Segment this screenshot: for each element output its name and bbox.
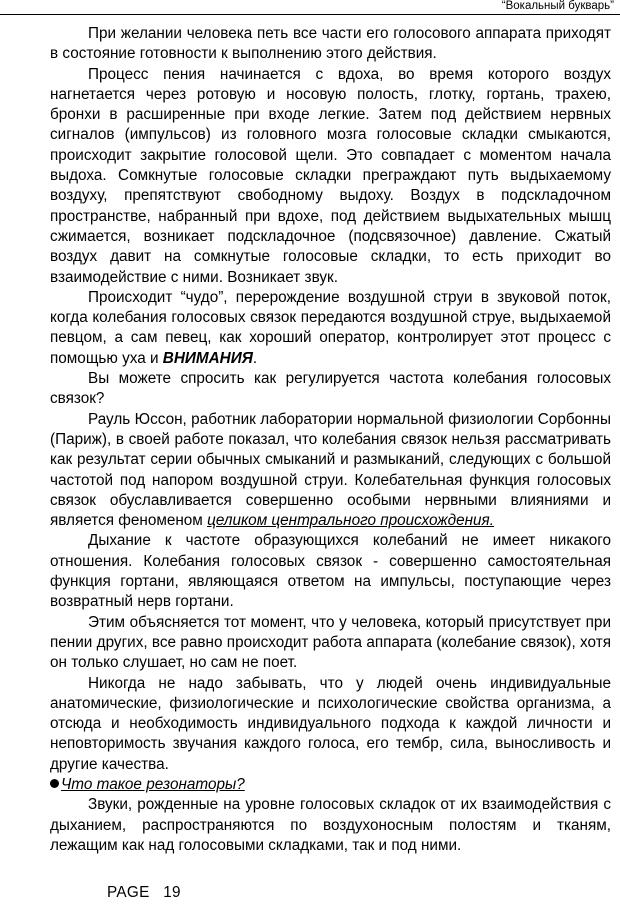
paragraph-3-text: Происходит “чудо”, перерождение воздушной струи в звуковой поток, когда колебания голосовых связок передаются воздушной струе, выдыхаемой певцом, а сам певец, как хороший оператор, контролирует этот процесс с помощью уха и: [50, 288, 611, 367]
paragraph-8: Никогда не надо забывать, что у людей очень индивидуальные анатомические, физиологические и психологические свойства организма, а отсюда и необходимость индивидуального подхода к каждой личности и неповторимость звучания каждого голоса, его тембр, сила, выносливость и другие качества.: [50, 674, 611, 773]
paragraph-9: Звуки, рожденные на уровне голосовых складок от их взаимодействия с дыханием, распространяются по воздухоносным полостям и тканям, лежащим как над голосовыми складками, так и под ними.: [50, 796, 611, 854]
paragraph-2: Процесс пения начинается с вдоха, во время которого воздух нагнетается через ротовую и носовую полость, глотку, гортань, трахею, бронхи в расширенные при входе легкие. Затем под действием нервных сигналов (импульсов) из головного мозга голосовые складки смыкаются, происходит закрытие голосовой щели. Это совпадает с моментом начала выдоха. Сомкнутые голосовые складки преграждают путь выдыхаемому воздуху, препятствуют свободному выдоху. Воздух в подскладочном пространстве, набранный при вдохе, под действием выдыхательных мышц сжимается, возникает подскладочное (подсвязочное) давление. Сжатый воздух давит на сомкнутые голосовые складки, то есть приходит во взаимодействие с ними. Возникает звук.: [50, 65, 611, 286]
header-rule: [0, 14, 620, 15]
page-body: [50, 24, 611, 856]
paragraph-6: Дыхание к частоте образующихся колебаний не имеет никакого отношения. Колебания голосовых связок - совершенно самостоятельная функция гортани, являющаяся ответом на импульсы, поступающие через возвратный нерв гортани.: [50, 532, 611, 611]
emphasis-attention: ВНИМАНИЯ: [162, 349, 253, 367]
paragraph-1: При желании человека петь все части его голосового аппарата приходят в состояние готовности к выполнению этого действия.: [50, 25, 611, 63]
page-label: PAGE: [107, 884, 150, 901]
paragraph-5-text: Рауль Юссон, работник лаборатории нормальной физиологии Сорбонны (Париж), в своей работе показал, что колебания связок нельзя рассматривать как результат серии обычных смыканий и размыканий, следующих с большой частотой под напором воздушной струи. Колебательная функция голосовых связок обуславливается совершенно особыми нервными влияниями и является феноменом: [50, 410, 611, 530]
page-footer: [107, 884, 181, 902]
paragraph-4: Вы можете спросить как регулируется частота колебания голосовых связок?: [50, 370, 611, 408]
section-question: [50, 775, 611, 795]
emphasis-central-origin: целиком центрального происхождения.: [207, 512, 494, 530]
page-number: 19: [163, 884, 181, 901]
paragraph-3-end: .: [252, 349, 258, 367]
paragraph-3: [50, 288, 611, 369]
bullet-icon: [50, 779, 59, 788]
paragraph-7: Этим объясняется тот момент, что у человека, который присутствует при пении других, все равно происходит работа аппарата (колебание связок), хотя он только слушает, но сам не поет.: [50, 613, 611, 672]
paragraph-5: [50, 410, 611, 532]
question-text: Что такое резонаторы?: [61, 775, 245, 793]
book-title: “Вокальный букварь”: [501, 0, 614, 12]
